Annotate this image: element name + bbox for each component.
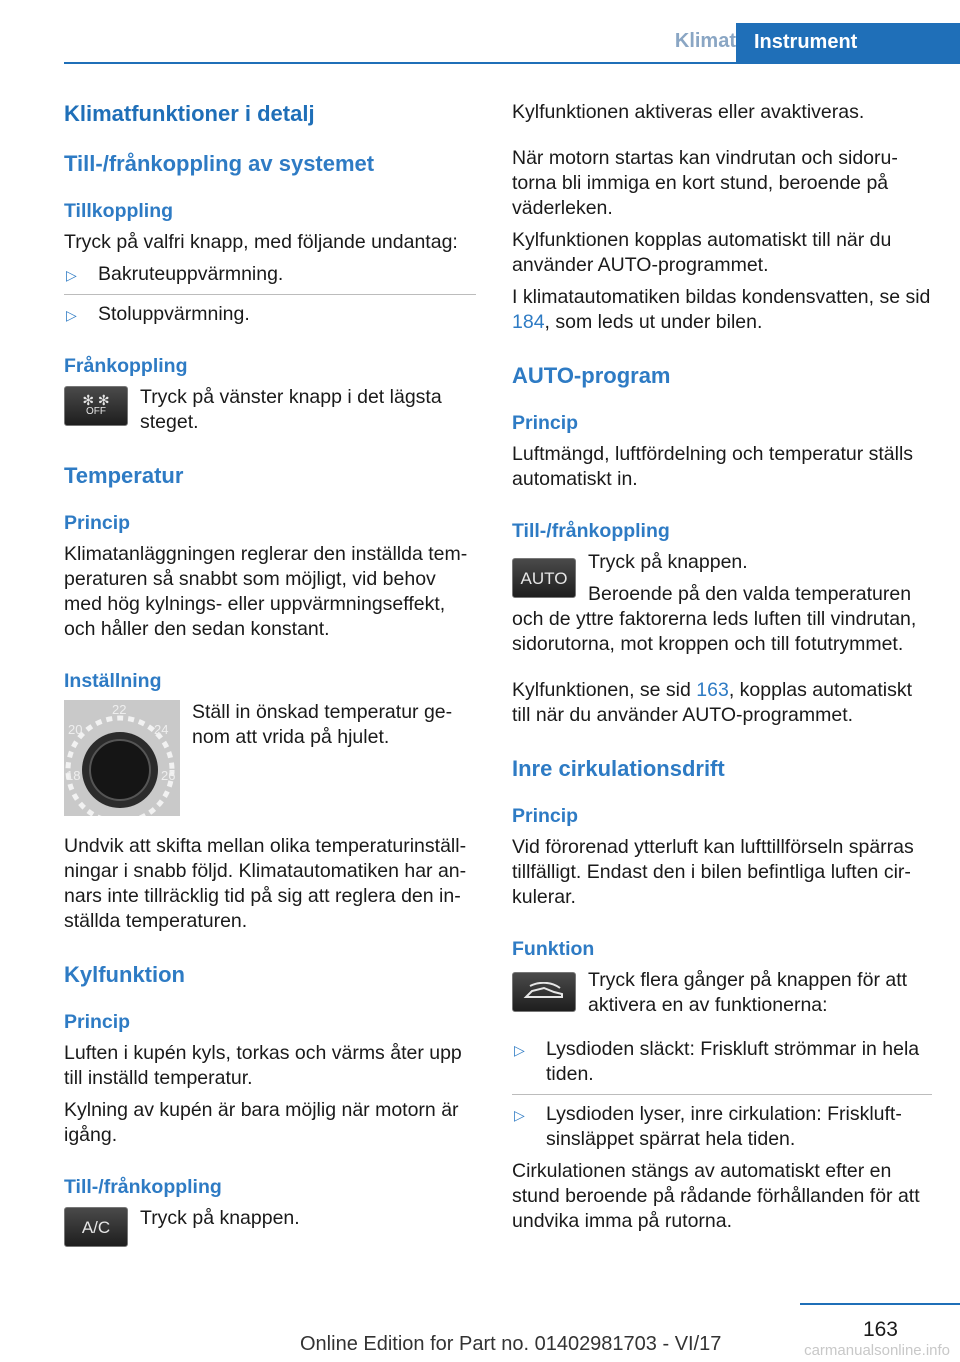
paragraph: Klimatanläggningen reglerar den inställda temperaturen så snabbt som möjligt, vid behov med hög kylnings- eller uppvärmningseffekt, och håller den sedan konstant. bbox=[64, 543, 468, 640]
list-item bbox=[512, 1037, 932, 1095]
page-number: 163 bbox=[862, 1318, 898, 1341]
text: , som leds ut under bilen. bbox=[544, 311, 763, 333]
page-link[interactable]: 163 bbox=[696, 679, 729, 701]
subheading-princip: Princip bbox=[64, 1011, 131, 1033]
paragraph: Vid förorenad ytterluft kan lufttillförseln spärras tillfälligt. Endast den i bilen befintliga luften cirkulerar. bbox=[512, 836, 914, 908]
auto-row bbox=[512, 550, 932, 664]
paragraph: När motorn startas kan vindrutan och sidorutorna bli immiga en kort stund, beroende på väderleken. bbox=[512, 147, 898, 219]
list-item bbox=[64, 302, 476, 334]
temperature-dial-icon bbox=[64, 700, 180, 816]
recirculation-button-icon bbox=[512, 972, 576, 1012]
icon-row bbox=[512, 968, 932, 1025]
page-header bbox=[64, 0, 960, 64]
triangle-bullet-icon: ▷ bbox=[66, 267, 77, 283]
ac-button-icon: A/C bbox=[64, 1207, 128, 1247]
list-item bbox=[64, 262, 476, 295]
paragraph: Kylfunktionen aktiveras eller avaktiveras. bbox=[512, 101, 865, 123]
section-heading: Inre cirkulationsdrift bbox=[512, 756, 725, 781]
dial-label: 26 bbox=[161, 768, 176, 783]
right-column bbox=[512, 100, 932, 1241]
list-item-text: Stoluppvärmning. bbox=[98, 303, 250, 325]
text: Kylfunktionen, se sid bbox=[512, 679, 697, 701]
watermark: carmanualsonline.info bbox=[804, 1342, 950, 1359]
paragraph: Tryck på vänster knapp i det lägsta steget. bbox=[140, 386, 442, 433]
subheading-princip: Princip bbox=[512, 412, 579, 434]
section-heading: Temperatur bbox=[64, 463, 184, 488]
paragraph: Ställ in önskad temperatur genom att vrida på hjulet. bbox=[192, 701, 453, 748]
triangle-bullet-icon: ▷ bbox=[514, 1042, 525, 1058]
list-item-text: Bakruteuppvärmning. bbox=[98, 263, 284, 285]
dial-label: 24 bbox=[154, 722, 169, 737]
bullet-list bbox=[64, 262, 476, 334]
car-recirculation-icon bbox=[522, 982, 566, 1002]
section-heading: Kylfunktion bbox=[64, 962, 185, 987]
section-heading: Till-/frånkoppling av systemet bbox=[64, 151, 375, 176]
paragraph: Beroende på den valda temperaturen och de yttre faktorerna leds luften till vindrutan, sidorutorna, mot kroppen och till fotutrymmet. bbox=[512, 583, 917, 655]
icon-row bbox=[64, 1206, 476, 1247]
text: I klimatautomatiken bildas kondensvatten, se sid bbox=[512, 286, 931, 308]
fan-off-button-icon bbox=[64, 386, 128, 426]
paragraph: Undvik att skifta mellan olika temperaturinställningar i snabb följd. Klimatautomatiken har annars inte tillräcklig tid på sig att reglera den inställda temperaturen. bbox=[64, 835, 467, 932]
tab-instrument[interactable]: Instrument bbox=[736, 23, 960, 62]
footer-divider bbox=[800, 1303, 960, 1305]
subheading-funktion: Funktion bbox=[512, 938, 595, 960]
fan-icon: ✻ ✻ bbox=[82, 392, 110, 408]
paragraph: Kylning av kupén är bara möjlig när motorn är igång. bbox=[64, 1099, 459, 1146]
text: , kopplas automatiskt till när du använder AUTO-programmet. bbox=[512, 679, 913, 726]
edition-footer: Online Edition for Part no. 01402981703 - VI/17 bbox=[300, 1333, 722, 1355]
subheading-princip: Princip bbox=[512, 805, 579, 827]
tab-klimat[interactable]: Klimat bbox=[674, 30, 736, 52]
list-item bbox=[512, 1102, 932, 1159]
bullet-list bbox=[512, 1037, 932, 1159]
subheading-tillkoppling: Tillkoppling bbox=[64, 200, 174, 222]
paragraph: Tryck på valfri knapp, med följande undantag: bbox=[64, 231, 458, 253]
subheading-princip: Princip bbox=[64, 512, 131, 534]
paragraph: Cirkulationen stängs av automatiskt efter en stund beroende på rådande förhållanden för att undvika imma på rutorna. bbox=[512, 1160, 920, 1232]
dial-row bbox=[64, 700, 476, 820]
paragraph bbox=[512, 678, 932, 728]
list-item-text: Lysdioden släckt: Friskluft strömmar in hela tiden. bbox=[546, 1038, 920, 1085]
page-link[interactable]: 184 bbox=[512, 311, 545, 333]
dial-label: 20 bbox=[68, 722, 83, 737]
paragraph: Tryck på knappen. bbox=[588, 551, 748, 573]
off-label: OFF bbox=[86, 406, 106, 417]
list-item-text: Lysdioden lyser, inre cirkulation: Friskluftsinsläppet spärrat hela tiden. bbox=[546, 1103, 902, 1150]
auto-button-icon: AUTO bbox=[512, 558, 576, 598]
triangle-bullet-icon: ▷ bbox=[66, 307, 77, 323]
dial-label: 18 bbox=[66, 768, 81, 783]
icon-row bbox=[64, 385, 476, 442]
chapter-title: Klimatfunktioner i detalj bbox=[64, 101, 315, 126]
paragraph: Tryck flera gånger på knappen för att aktivera en av funktionerna: bbox=[588, 969, 908, 1016]
subheading-installning: Inställning bbox=[64, 670, 162, 692]
paragraph bbox=[512, 285, 932, 335]
subheading-till-frankoppling: Till-/frånkoppling bbox=[64, 1176, 222, 1198]
paragraph: Luftmängd, luftfördelning och temperatur ställs automatiskt in. bbox=[512, 443, 914, 490]
paragraph: Luften i kupén kyls, torkas och värms åter upp till inställd temperatur. bbox=[64, 1042, 462, 1089]
section-heading: AUTO-program bbox=[512, 363, 671, 388]
triangle-bullet-icon: ▷ bbox=[514, 1107, 525, 1123]
paragraph: Kylfunktionen kopplas automatiskt till när du använder AUTO-programmet. bbox=[512, 229, 892, 276]
dial-label: 22 bbox=[112, 702, 127, 717]
subheading-frankoppling: Frånkoppling bbox=[64, 355, 188, 377]
subheading-till-frankoppling: Till-/frånkoppling bbox=[512, 520, 670, 542]
left-column bbox=[64, 100, 476, 1247]
paragraph: Tryck på knappen. bbox=[140, 1207, 300, 1229]
